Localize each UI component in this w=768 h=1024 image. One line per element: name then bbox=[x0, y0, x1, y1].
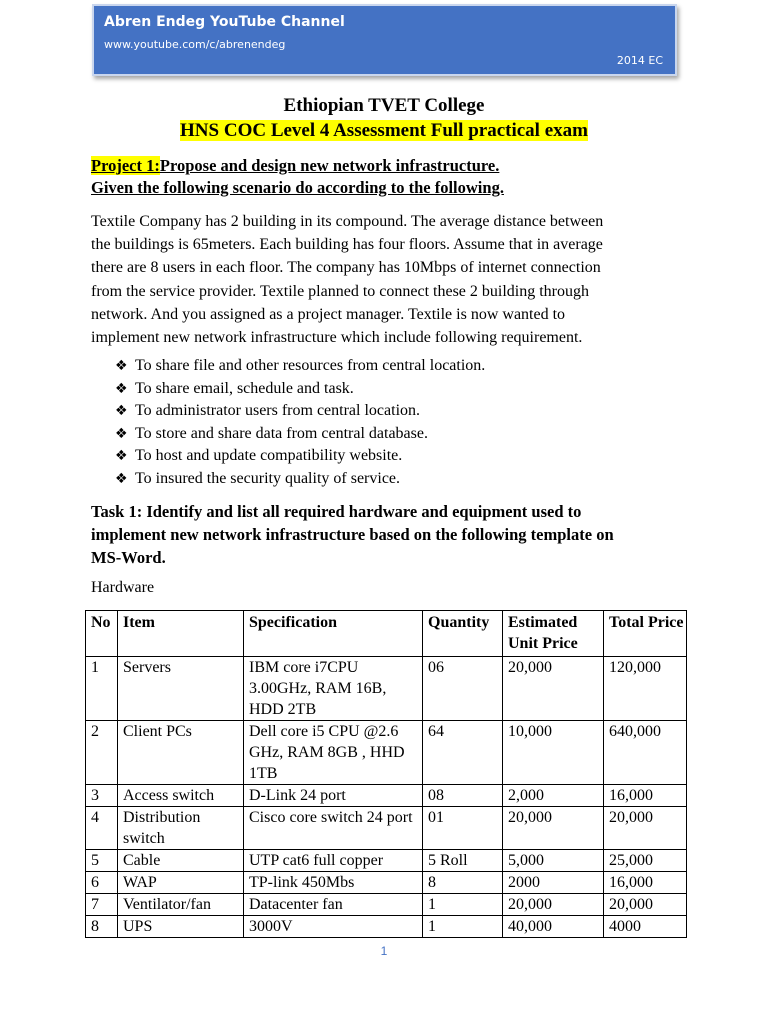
cell-unit-price: 20,000 bbox=[503, 807, 604, 850]
banner-title: Abren Endeg YouTube Channel bbox=[104, 14, 345, 30]
cell-no: 1 bbox=[86, 657, 118, 721]
college-heading: Ethiopian TVET College bbox=[283, 95, 485, 116]
task-1-heading bbox=[91, 500, 671, 569]
requirement-text: To share email, schedule and task. bbox=[135, 379, 354, 397]
cell-total-price: 25,000 bbox=[604, 850, 687, 872]
project-title: Propose and design new network infrastructure. bbox=[159, 156, 500, 175]
table-row bbox=[86, 872, 687, 894]
cell-unit-price: 2000 bbox=[503, 872, 604, 894]
table-row bbox=[86, 657, 687, 721]
cell-specification: IBM core i7CPU 3.00GHz, RAM 16B, HDD 2TB bbox=[244, 657, 423, 721]
cell-no: 7 bbox=[86, 894, 118, 916]
scenario-line: network. And you assigned as a project manager. Textile is now wanted to bbox=[91, 305, 566, 323]
cell-item: Servers bbox=[118, 657, 244, 721]
project-label: Project 1: bbox=[91, 156, 160, 175]
cell-item: WAP bbox=[118, 872, 244, 894]
list-item bbox=[115, 423, 485, 446]
cell-specification: Dell core i5 CPU @2.6 GHz, RAM 8GB , HHD 1TB bbox=[244, 721, 423, 785]
cell-no: 5 bbox=[86, 850, 118, 872]
cell-no: 6 bbox=[86, 872, 118, 894]
cell-item: Client PCs bbox=[118, 721, 244, 785]
task-line: implement new network infrastructure based on the following template on bbox=[91, 525, 614, 544]
requirement-text: To insured the security quality of service. bbox=[135, 469, 401, 487]
cell-item: Access switch bbox=[118, 785, 244, 807]
column-header: Estimated Unit Price bbox=[503, 611, 604, 657]
table-row bbox=[86, 721, 687, 785]
requirement-text: To share file and other resources from central location. bbox=[135, 357, 486, 374]
cell-total-price: 20,000 bbox=[604, 894, 687, 916]
cell-quantity: 01 bbox=[423, 807, 503, 850]
cell-unit-price: 40,000 bbox=[503, 916, 604, 938]
cell-specification: Datacenter fan bbox=[244, 894, 423, 916]
column-header: No bbox=[86, 611, 118, 657]
cell-no: 8 bbox=[86, 916, 118, 938]
cell-quantity: 06 bbox=[423, 657, 503, 721]
exam-title: HNS COC Level 4 Assessment Full practical exam bbox=[180, 120, 588, 141]
table-row bbox=[86, 916, 687, 938]
scenario-line: implement new network infrastructure which include following requirement. bbox=[91, 329, 583, 347]
cell-no: 2 bbox=[86, 721, 118, 785]
scenario-line: the buildings is 65meters. Each building has four floors. Assume that in average bbox=[91, 236, 603, 254]
table-row bbox=[86, 850, 687, 872]
table-row bbox=[86, 807, 687, 850]
cell-item: Cable bbox=[118, 850, 244, 872]
cell-quantity: 8 bbox=[423, 872, 503, 894]
list-item bbox=[115, 355, 485, 378]
task-line: MS-Word. bbox=[91, 548, 166, 567]
cell-no: 4 bbox=[86, 807, 118, 850]
cell-total-price: 4000 bbox=[604, 916, 687, 938]
cell-total-price: 640,000 bbox=[604, 721, 687, 785]
cell-unit-price: 20,000 bbox=[503, 657, 604, 721]
task-line: Task 1: Identify and list all required hardware and equipment used to bbox=[91, 502, 582, 521]
diamond-bullet-icon: ❖ bbox=[115, 380, 128, 397]
scenario-line: from the service provider. Textile planned to connect these 2 building through bbox=[91, 282, 590, 300]
table-row bbox=[86, 785, 687, 807]
list-item bbox=[115, 445, 485, 468]
column-header: Quantity bbox=[423, 611, 503, 657]
project-instruction: Given the following scenario do according to the following. bbox=[91, 178, 504, 197]
list-item bbox=[115, 468, 485, 491]
cell-unit-price: 10,000 bbox=[503, 721, 604, 785]
requirement-text: To store and share data from central database. bbox=[135, 424, 428, 442]
diamond-bullet-icon: ❖ bbox=[115, 403, 128, 419]
cell-quantity: 1 bbox=[423, 894, 503, 916]
requirement-text: To host and update compatibility website. bbox=[135, 447, 403, 464]
banner-year: 2014 EC bbox=[616, 54, 663, 67]
cell-quantity: 08 bbox=[423, 785, 503, 807]
cell-quantity: 1 bbox=[423, 916, 503, 938]
diamond-bullet-icon: ❖ bbox=[115, 470, 128, 487]
column-header: Specification bbox=[244, 611, 423, 657]
requirements-list bbox=[115, 355, 485, 490]
diamond-bullet-icon: ❖ bbox=[115, 358, 128, 374]
project-heading bbox=[91, 155, 504, 199]
cell-specification: D-Link 24 port bbox=[244, 785, 423, 807]
cell-specification: UTP cat6 full copper bbox=[244, 850, 423, 872]
cell-specification: TP-link 450Mbs bbox=[244, 872, 423, 894]
cell-total-price: 16,000 bbox=[604, 785, 687, 807]
diamond-bullet-icon: ❖ bbox=[115, 425, 128, 442]
scenario-line: Textile Company has 2 building in its compound. The average distance between bbox=[91, 213, 604, 230]
cell-specification: Cisco core switch 24 port bbox=[244, 807, 423, 850]
diamond-bullet-icon: ❖ bbox=[115, 448, 128, 464]
column-header: Total Price bbox=[604, 611, 687, 657]
hardware-table bbox=[85, 610, 687, 938]
channel-banner bbox=[92, 4, 677, 76]
cell-total-price: 20,000 bbox=[604, 807, 687, 850]
cell-no: 3 bbox=[86, 785, 118, 807]
list-item bbox=[115, 400, 485, 423]
cell-item: UPS bbox=[118, 916, 244, 938]
scenario-paragraph bbox=[91, 210, 671, 349]
column-header: Item bbox=[118, 611, 244, 657]
cell-total-price: 120,000 bbox=[604, 657, 687, 721]
page-number: 1 bbox=[380, 944, 388, 958]
requirement-text: To administrator users from central location. bbox=[135, 402, 421, 419]
cell-quantity: 64 bbox=[423, 721, 503, 785]
hardware-label: Hardware bbox=[91, 579, 155, 596]
list-item bbox=[115, 378, 485, 401]
table-row bbox=[86, 894, 687, 916]
project-title-line bbox=[91, 155, 504, 177]
cell-quantity: 5 Roll bbox=[423, 850, 503, 872]
cell-specification: 3000V bbox=[244, 916, 423, 938]
cell-total-price: 16,000 bbox=[604, 872, 687, 894]
scenario-line: there are 8 users in each floor. The company has 10Mbps of internet connection bbox=[91, 259, 601, 277]
cell-unit-price: 20,000 bbox=[503, 894, 604, 916]
cell-item: Distribution switch bbox=[118, 807, 244, 850]
cell-unit-price: 2,000 bbox=[503, 785, 604, 807]
table-header-row bbox=[86, 611, 687, 657]
cell-item: Ventilator/fan bbox=[118, 894, 244, 916]
cell-unit-price: 5,000 bbox=[503, 850, 604, 872]
exam-heading bbox=[0, 120, 768, 142]
banner-url: www.youtube.com/c/abrenendeg bbox=[104, 38, 286, 51]
